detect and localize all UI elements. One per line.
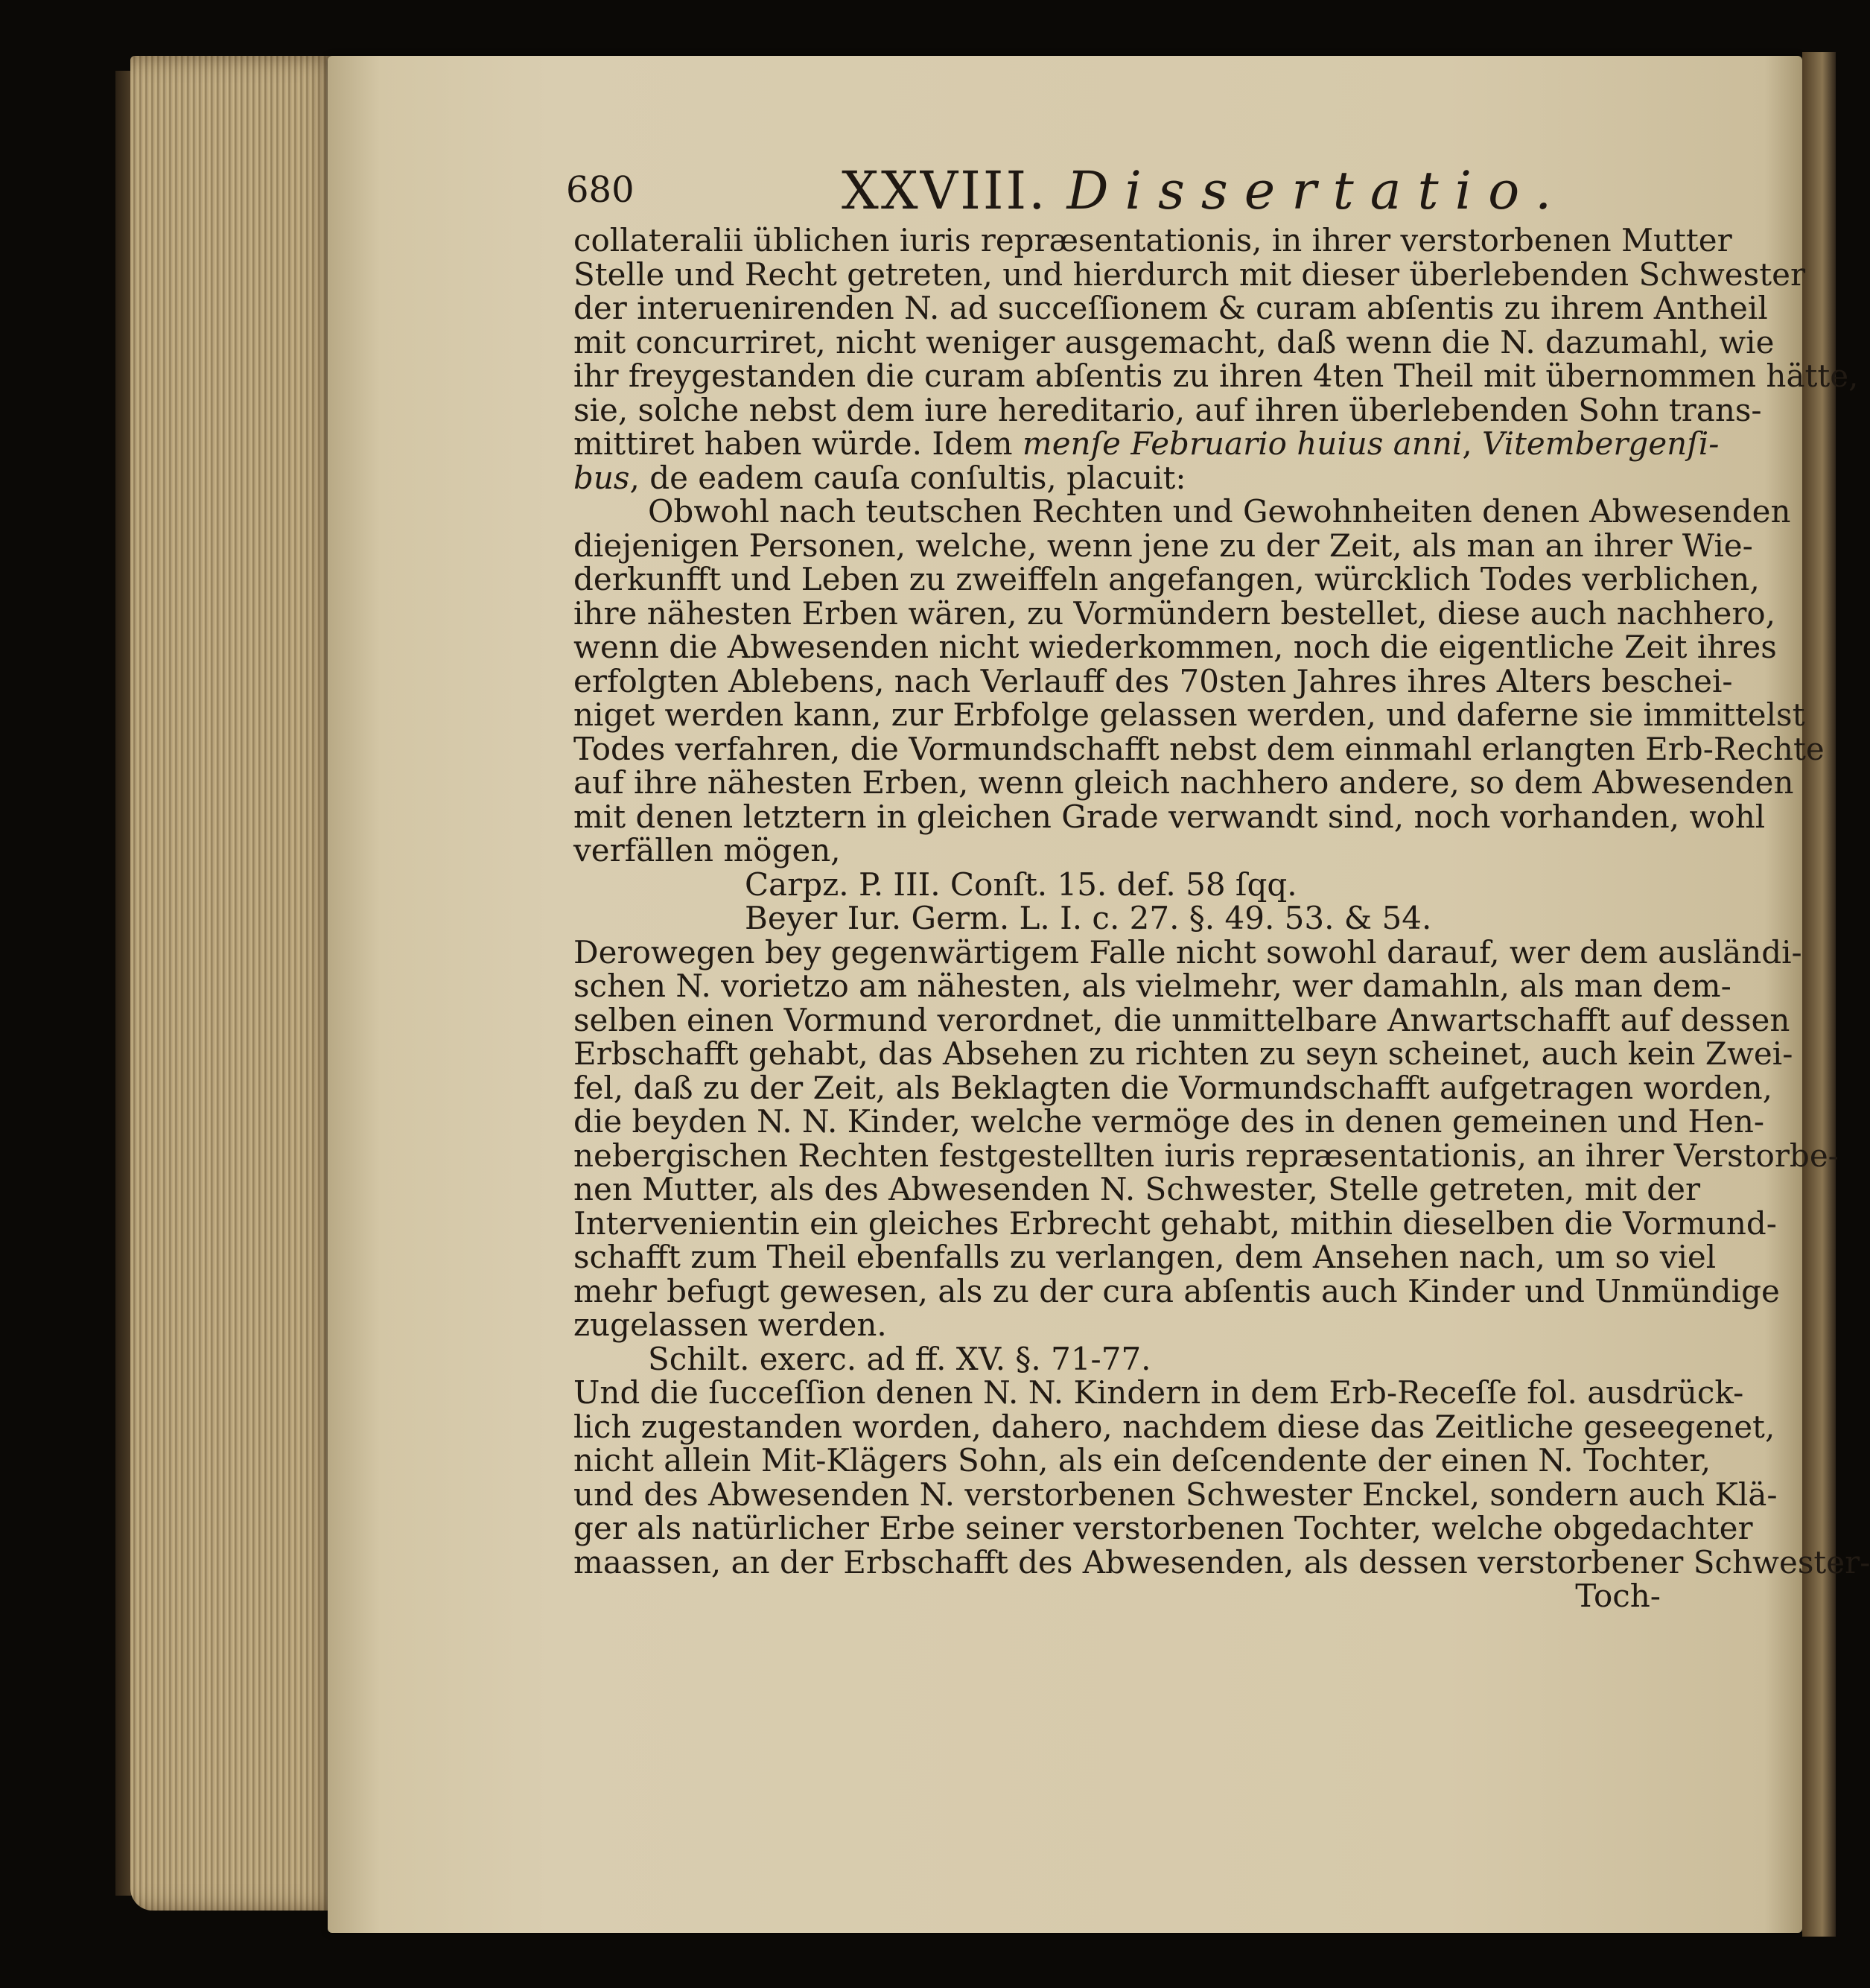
text-line <box>573 527 1753 564</box>
facing-page-edge <box>1802 52 1836 1937</box>
text-segment: Beyer Iur. Germ. L. I. c. 27. §. 49. 53. & 54. <box>745 900 1432 936</box>
text-line <box>573 323 1775 361</box>
text-line <box>573 1103 1765 1140</box>
text-segment: Derowegen bey gegenwärtigem Falle nicht sowohl darauf, wer dem ausländi- <box>573 933 1802 971</box>
text-segment: derkunfft und Leben zu zweiffeln angefangen, würcklich Todes verblichen, <box>573 561 1760 597</box>
text-segment: lich zugestanden worden, dahero, nachdem diese das Zeitliche geseegenet, <box>573 1408 1775 1445</box>
text-segment: Obwohl nach teutschen Rechten und Gewohnheiten denen Abwesenden <box>648 493 1791 530</box>
text-line <box>573 1308 1668 1342</box>
text-segment: ihre nähesten Erben wären, zu Vormündern bestellet, diese auch nachhero, <box>573 594 1776 632</box>
text-line <box>573 1239 1717 1275</box>
text-segment: maassen, an der Erbschafft des Abwesenden, als dessen verstorbener Schwester- <box>573 1543 1870 1581</box>
text-segment: mehr befugt gewesen, als zu der cura abſentis auch Kinder und Unmündige <box>573 1272 1780 1309</box>
text-segment: diejenigen Personen, welche, wenn jene zu der Zeit, als man an ihrer Wie- <box>573 527 1753 564</box>
text-line <box>573 1204 1777 1242</box>
text-segment: auf ihre nähesten Erben, wenn gleich nachhero andere, so dem Abwesenden <box>573 764 1794 801</box>
text-line <box>573 1408 1775 1445</box>
text-line <box>573 662 1733 699</box>
text-line <box>573 868 1668 902</box>
text-line <box>573 1035 1793 1072</box>
text-line <box>573 1272 1780 1309</box>
text-line <box>573 1476 1778 1513</box>
text-segment: collateralii üblichen iuris repræsentationis, in ihrer verstorbenen Mutter <box>573 222 1732 258</box>
text-line <box>573 833 1668 868</box>
text-line <box>573 1342 1668 1376</box>
text-segment: ger als natürlicher Erbe seiner verstorbenen Tochter, welche obgedachter <box>573 1510 1753 1546</box>
running-title-roman: XXVIII. <box>842 160 1048 221</box>
text-segment: Todes verfahren, die Vormundschafft nebst dem einmahl erlangten Erb-Rechte <box>573 730 1825 767</box>
text-line <box>573 798 1766 835</box>
text-segment: verfällen mögen, <box>573 832 841 868</box>
text-segment: Und die ſucceſſion denen N. N. Kindern in dem Erb-Receſſe fol. ausdrück- <box>573 1374 1744 1411</box>
text-line <box>573 1442 1711 1479</box>
running-title <box>842 160 1568 221</box>
body-text <box>573 222 1870 1614</box>
text-line <box>573 1001 1790 1038</box>
text-line <box>573 1069 1773 1106</box>
text-segment: selben einen Vormund verordnet, die unmittelbare Anwartschafft auf dessen <box>573 1001 1790 1038</box>
text-segment: mit denen letztern in gleichen Grade verwandt sind, noch vorhanden, wohl <box>573 798 1766 835</box>
text-line <box>573 1171 1701 1207</box>
italic-segment: bus <box>573 459 630 496</box>
text-line <box>573 901 1668 936</box>
text-segment: niget werden kann, zur Erbfolge gelassen werden, und daferne sie immittelst <box>573 696 1805 733</box>
italic-segment: menſe Februario huius anni <box>1022 425 1463 462</box>
text-segment: und des Abwesenden N. verstorbenen Schwester Enckel, sondern auch Klä- <box>573 1476 1778 1513</box>
text-line <box>573 425 1720 462</box>
text-line <box>573 358 1859 394</box>
text-line <box>573 561 1760 597</box>
text-segment: nen Mutter, als des Abwesenden N. Schwester, Stelle getreten, mit der <box>573 1171 1701 1207</box>
text-segment: die beyden N. N. Kinder, welche vermöge des in denen gemeinen und Hen- <box>573 1103 1765 1140</box>
text-line <box>573 493 1791 530</box>
text-line <box>573 222 1732 258</box>
text-segment: zugelassen werden. <box>573 1306 887 1343</box>
text-segment: mit concurriret, nicht weniger ausgemacht, daß wenn die N. dazumahl, wie <box>573 323 1775 361</box>
running-title-word: Dissertatio. <box>1066 160 1568 221</box>
text-segment: erfolgten Ablebens, nach Verlauff des 70sten Jahres ihres Alters beschei- <box>573 662 1733 699</box>
text-segment: wenn die Abwesenden nicht wiederkommen, noch die eigentliche Zeit ihres <box>573 629 1777 665</box>
text-segment: mittiret haben würde. Idem <box>573 425 1023 462</box>
text-segment: Toch- <box>1575 1578 1661 1614</box>
italic-segment: Vitembergenſi- <box>1482 425 1720 462</box>
text-line <box>573 730 1825 767</box>
page-number: 680 <box>566 169 635 211</box>
text-segment: Carpz. P. III. Conſt. 15. def. 58 ſqq. <box>745 866 1297 903</box>
text-segment: schen N. vorietzo am nähesten, als vielmehr, wer damahln, als man dem- <box>573 968 1731 1004</box>
text-segment: Stelle und Recht getreten, und hierdurch mit dieser überlebenden Schwester <box>573 255 1806 293</box>
text-segment: ihr freygestanden die curam abſentis zu ihren 4ten Theil mit übernommen hätte, <box>573 358 1859 394</box>
text-segment: fel, daß zu der Zeit, als Beklagten die Vormundschafft aufgetragen worden, <box>573 1069 1773 1106</box>
text-segment: schafft zum Theil ebenfalls zu verlangen, dem Ansehen nach, um so viel <box>573 1239 1717 1275</box>
text-line <box>573 1374 1744 1411</box>
text-line <box>573 1137 1839 1174</box>
page-edges <box>130 56 343 1911</box>
text-segment: nebergischen Rechten festgestellten iuris repræsentationis, an ihrer Verstorbe- <box>573 1137 1839 1174</box>
text-line <box>573 696 1805 733</box>
text-line <box>573 933 1802 971</box>
text-segment: der interuenirenden N. ad succeſſionem & curam abſentis zu ihrem Antheil <box>573 290 1768 326</box>
text-segment: nicht allein Mit-Klägers Sohn, als ein deſcendente der einen N. Tochter, <box>573 1442 1711 1479</box>
text-line <box>573 764 1794 801</box>
text-line <box>573 968 1731 1004</box>
text-line <box>573 290 1768 326</box>
text-line <box>573 255 1806 293</box>
text-line <box>573 391 1762 428</box>
text-segment: sie, solche nebst dem iure hereditario, auf ihren überlebenden Sohn trans- <box>573 391 1762 428</box>
text-line <box>573 1579 1668 1613</box>
text-segment: Erbschafft gehabt, das Absehen zu richten zu seyn scheinet, auch kein Zwei- <box>573 1035 1793 1072</box>
text-line <box>573 1543 1870 1581</box>
text-line <box>573 629 1777 665</box>
text-segment: Intervenientin ein gleiches Erbrecht gehabt, mithin dieselben die Vormund- <box>573 1204 1777 1242</box>
text-segment: , de eadem cauſa conſultis, placuit: <box>629 459 1186 496</box>
text-line <box>573 461 1668 495</box>
page-header <box>566 160 1609 227</box>
text-segment: , <box>1462 425 1483 462</box>
text-line <box>573 594 1776 632</box>
text-segment: Schilt. exerc. ad ff. XV. §. 71-77. <box>648 1340 1151 1377</box>
text-line <box>573 1510 1753 1546</box>
